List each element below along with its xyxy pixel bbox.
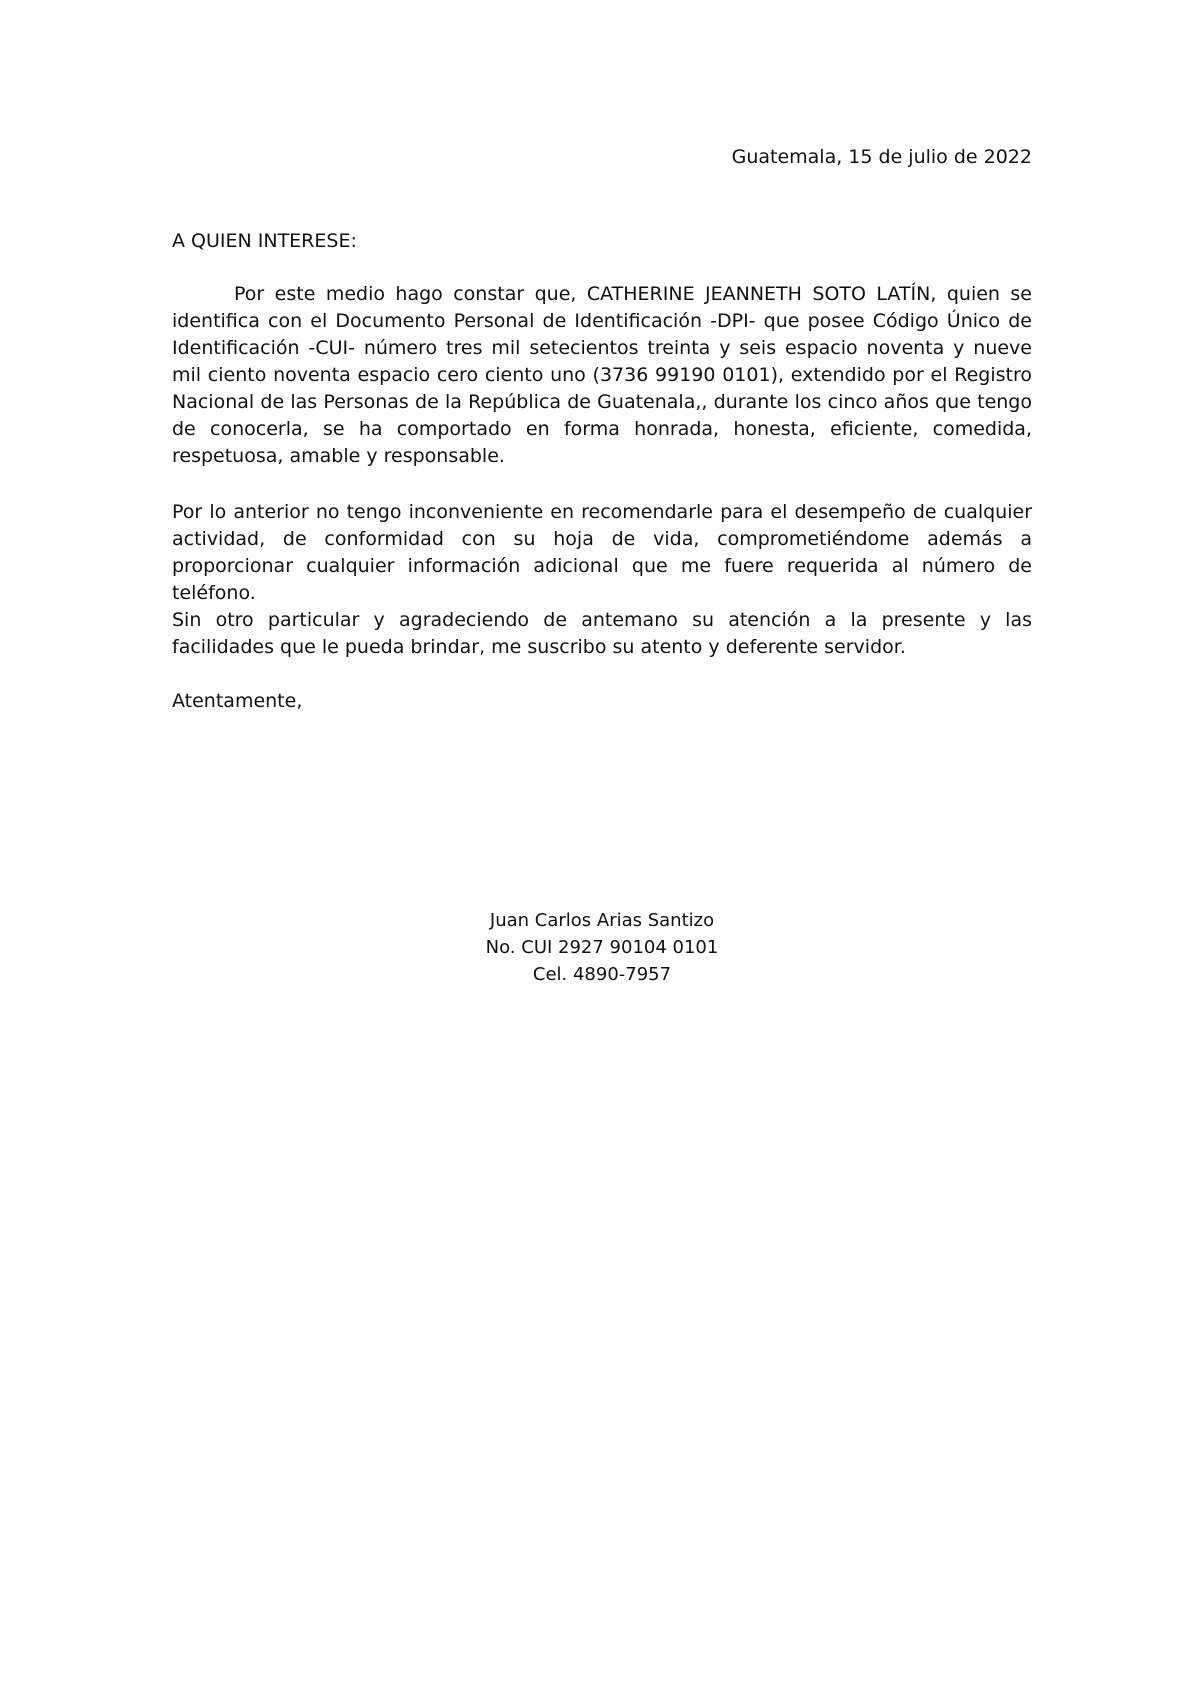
closing: Atentamente, bbox=[172, 690, 303, 712]
paragraph-recommendation: Por lo anterior no tengo inconveniente en recomendarle para el desempeño de cualquier actividad, de conformidad con su hoja de vida, comprometiéndome además a proporcionar cualquier información adicional que me fuere requerida al número de teléfono. bbox=[172, 501, 1032, 604]
signer-cui: No. CUI 2927 90104 0101 bbox=[485, 937, 719, 958]
paragraph-farewell: Sin otro particular y agradeciendo de antemano su atención a la presente y las facilidades que le pueda brindar, me suscribo su atento y deferente servidor. bbox=[172, 609, 1032, 658]
paragraph-certification: Por este medio hago constar que, CATHERINE JEANNETH SOTO LATÍN, quien se identifica con el Documento Personal de Identificación -DPI- que posee Código Único de Identificación -CUI- número tres mil setecientos treinta y seis espacio noventa y nueve mil ciento noventa espacio cero ciento uno (3736 99190 0101), extendido por el Registro Nacional de las Personas de la República de Guatenala,, durante los cinco años que tengo de conocerla, se ha comportado en forma honrada, honesta, eficiente, comedida, respetuosa, amable y responsable. bbox=[172, 283, 1032, 467]
signer-name: Juan Carlos Arias Santizo bbox=[489, 910, 715, 931]
date-line: Guatemala, 15 de julio de 2022 bbox=[731, 146, 1032, 168]
signature-block bbox=[172, 907, 1032, 988]
signer-phone: Cel. 4890-7957 bbox=[532, 964, 672, 985]
salutation: A QUIEN INTERESE: bbox=[172, 230, 357, 252]
